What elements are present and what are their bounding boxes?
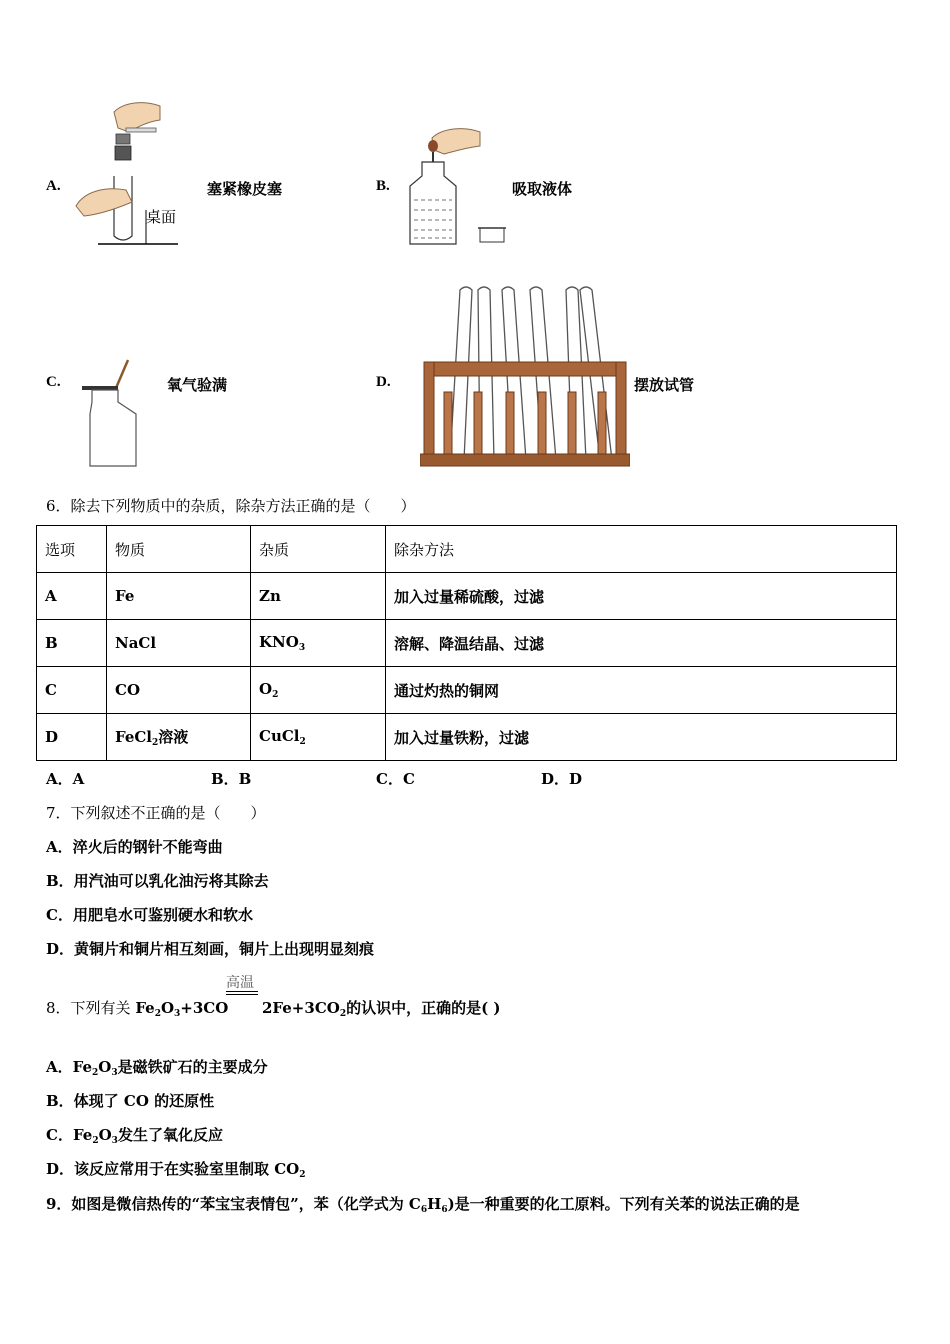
row-c-impurity: $O_2$ bbox=[251, 667, 386, 714]
option-c-letter: C. bbox=[46, 374, 61, 390]
q8-option-a: A．$Fe_2O_3$是磁铁矿石的主要成分 bbox=[46, 1058, 268, 1078]
row-c-option: C bbox=[37, 667, 107, 714]
header-option: 选项 bbox=[37, 526, 107, 573]
q7-option-b: B．用汽油可以乳化油污将其除去 bbox=[46, 872, 269, 890]
row-b-substance: NaCl bbox=[107, 620, 251, 667]
question-8-stem-continued: $2Fe+3CO_2$的认识中，正确的是( ) bbox=[262, 999, 501, 1019]
option-d-letter: D. bbox=[376, 374, 391, 390]
table-header-row bbox=[37, 526, 897, 573]
row-a-method: 加入过量稀硫酸，过滤 bbox=[386, 573, 897, 620]
answer-a: A．A bbox=[46, 770, 85, 788]
q7-option-c: C．用肥皂水可鉴别硬水和软水 bbox=[46, 906, 253, 924]
option-b-caption: 吸取液体 bbox=[512, 180, 573, 198]
table-row bbox=[37, 714, 897, 761]
desk-label: 桌面 bbox=[146, 208, 177, 226]
q7-option-a: A．淬火后的钢针不能弯曲 bbox=[46, 838, 223, 856]
row-a-impurity: Zn bbox=[251, 573, 386, 620]
option-c-caption: 氧气验满 bbox=[167, 376, 228, 394]
row-a-option: A bbox=[37, 573, 107, 620]
row-d-impurity: CuCl$_2$ bbox=[251, 714, 386, 761]
question-8-stem: 8．下列有关 $Fe_2O_3+3CO$ bbox=[46, 999, 229, 1019]
answer-c: C．C bbox=[376, 770, 415, 788]
row-a-substance: Fe bbox=[107, 573, 251, 620]
q8-option-b: B．体现了 CO 的还原性 bbox=[46, 1092, 215, 1110]
equals-sign-bottom bbox=[226, 994, 258, 995]
option-b-letter: B. bbox=[376, 178, 390, 194]
option-a-letter: A. bbox=[46, 178, 61, 194]
reaction-condition: 高温 bbox=[226, 975, 254, 991]
question-9-stem: 9．如图是微信热传的“苯宝宝表情包”，苯（化学式为 $C_6H_6$)是一种重要的化工原料。下列有关苯的说法正确的是 bbox=[46, 1195, 800, 1215]
table-row bbox=[37, 620, 897, 667]
row-d-option: D bbox=[37, 714, 107, 761]
answer-d: D．D bbox=[541, 770, 583, 788]
row-d-substance: FeCl$_2$溶液 bbox=[107, 714, 251, 761]
option-a-caption: 塞紧橡皮塞 bbox=[207, 180, 283, 198]
header-method: 除杂方法 bbox=[386, 526, 897, 573]
q8-option-d: D．该反应常用于在实验室里制取 $CO_2$ bbox=[46, 1160, 306, 1180]
table-row bbox=[37, 667, 897, 714]
row-b-method: 溶解、降温结晶、过滤 bbox=[386, 620, 897, 667]
row-b-option: B bbox=[37, 620, 107, 667]
question-7-stem: 7．下列叙述不正确的是（ ） bbox=[46, 804, 266, 822]
q8-option-c: C．$Fe_2O_3$发生了氧化反应 bbox=[46, 1126, 223, 1146]
header-impurity: 杂质 bbox=[251, 526, 386, 573]
row-c-method: 通过灼热的铜网 bbox=[386, 667, 897, 714]
test-tube-rack-illustration bbox=[420, 282, 630, 468]
row-d-method: 加入过量铁粉，过滤 bbox=[386, 714, 897, 761]
row-c-substance: CO bbox=[107, 667, 251, 714]
q7-option-d: D．黄铜片和铜片相互刻画，铜片上出现明显刻痕 bbox=[46, 940, 375, 958]
table-row bbox=[37, 573, 897, 620]
question-6-stem: 6．除去下列物质中的杂质，除杂方法正确的是（ ） bbox=[46, 497, 416, 515]
equals-sign-top bbox=[226, 991, 258, 992]
header-substance: 物质 bbox=[107, 526, 251, 573]
oxygen-test-illustration bbox=[78, 358, 142, 470]
answer-b: B．B bbox=[211, 770, 252, 788]
option-d-caption: 摆放试管 bbox=[634, 376, 695, 394]
row-b-impurity: $KNO_3$ bbox=[251, 620, 386, 667]
question-6-table bbox=[36, 525, 897, 761]
